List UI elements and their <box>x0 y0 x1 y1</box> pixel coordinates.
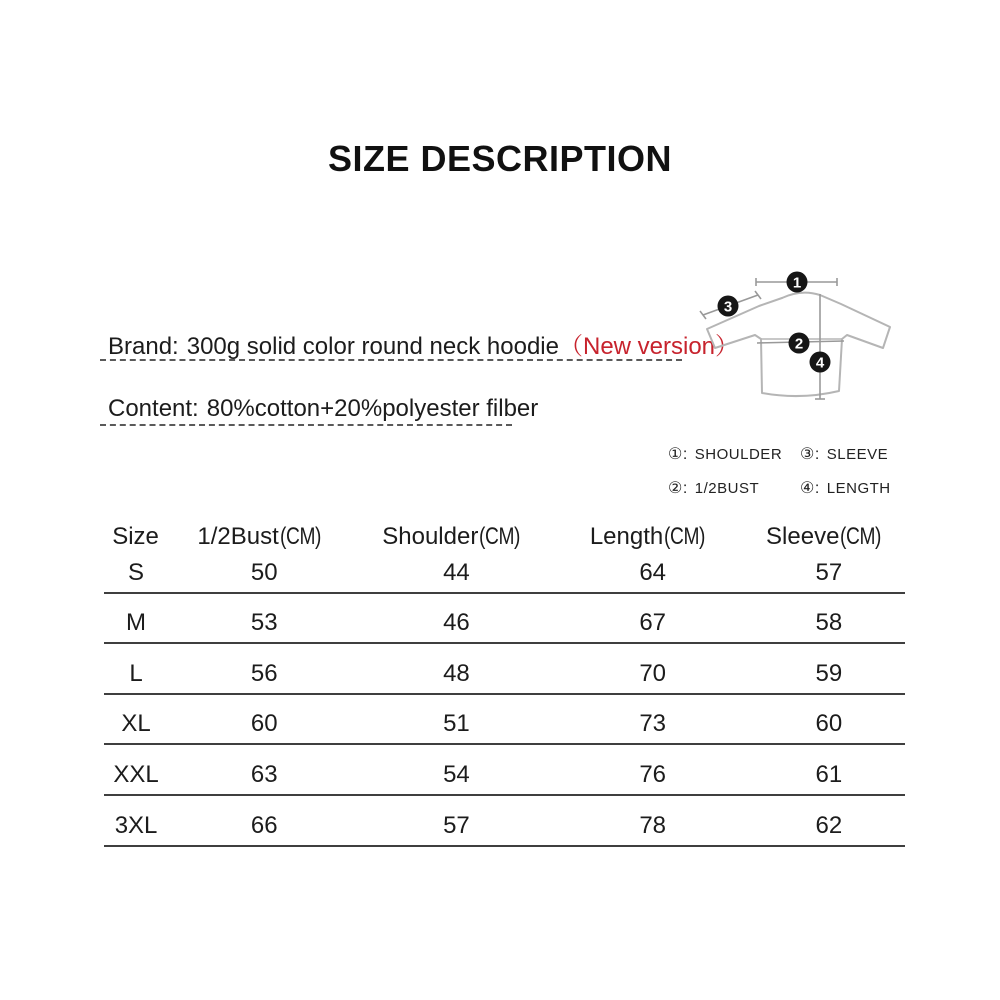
shoulder-cell: 54 <box>443 760 470 788</box>
brand-value: 300g solid color round neck hoodie <box>186 333 559 360</box>
bust-cell: 63 <box>250 760 278 788</box>
legend-label: SHOULDER <box>694 446 783 463</box>
content-underline <box>100 424 512 426</box>
shoulder-cell: 48 <box>443 659 470 687</box>
length-cell: 64 <box>639 558 667 586</box>
sleeve-cell: 57 <box>815 558 843 586</box>
brand-line <box>108 326 739 361</box>
size-table <box>104 524 905 847</box>
sleeve-cell: 58 <box>815 609 843 637</box>
sleeve-cell: 62 <box>815 811 843 839</box>
column-header-sleeve <box>753 524 905 550</box>
badge-4-number: 4 <box>815 354 825 372</box>
length-cell: 76 <box>639 760 667 788</box>
length-cell: 78 <box>639 811 667 839</box>
column-header-bust <box>168 524 360 550</box>
length-cell: 67 <box>639 609 667 637</box>
length-cell: 73 <box>639 710 667 738</box>
legend-item-shoulder <box>668 444 800 464</box>
badge-2-number: 2 <box>794 335 804 353</box>
table-row-s <box>104 543 905 594</box>
brand-label: Brand: <box>108 333 179 360</box>
bust-cell: 60 <box>250 710 278 738</box>
bust-cell: 66 <box>250 811 278 839</box>
content-value: 80%cotton+20%polyester filber <box>206 395 539 422</box>
circled-3-icon: ③: <box>800 446 820 463</box>
circled-2-icon: ②: <box>668 480 688 497</box>
legend-label: LENGTH <box>826 480 891 497</box>
shoulder-cell: 57 <box>443 811 470 839</box>
table-body <box>104 543 905 847</box>
legend-item-sleeve <box>800 444 891 464</box>
table-row-3xl <box>104 796 905 847</box>
column-header-length <box>553 524 753 550</box>
measurement-legend <box>668 444 891 498</box>
legend-label: 1/2BUST <box>694 480 760 497</box>
header-name: Size <box>112 523 159 550</box>
sleeve-cell: 59 <box>815 659 843 687</box>
size-cell: S <box>128 558 145 586</box>
badge-3-number: 3 <box>723 298 733 316</box>
header-unit: (CM) <box>279 523 321 550</box>
header-name: 1/2Bust <box>197 523 279 550</box>
table-row-xxl <box>104 745 905 796</box>
bust-cell: 56 <box>250 659 278 687</box>
circled-1-icon: ①: <box>668 446 688 463</box>
brand-underline <box>100 359 682 361</box>
header-unit: (CM) <box>479 523 521 550</box>
size-cell: XL <box>121 710 151 738</box>
circled-4-icon: ④: <box>800 480 820 497</box>
table-row-m <box>104 594 905 645</box>
content-label: Content: <box>108 395 199 422</box>
table-row-l <box>104 644 905 695</box>
header-name: Length <box>589 523 664 550</box>
legend-label: SLEEVE <box>826 446 889 463</box>
table-row-xl <box>104 695 905 746</box>
size-cell: L <box>129 659 143 687</box>
table-header-row <box>104 524 905 550</box>
header-unit: (CM) <box>840 523 882 550</box>
content-line <box>108 395 538 423</box>
length-cell: 70 <box>639 659 667 687</box>
size-cell: 3XL <box>114 811 158 839</box>
legend-item-length <box>800 478 891 498</box>
column-header-shoulder <box>360 524 552 550</box>
legend-item-bust <box>668 478 800 498</box>
bust-cell: 50 <box>250 558 278 586</box>
brand-note: （New version） <box>558 333 740 360</box>
header-name: Shoulder <box>382 523 479 550</box>
header-unit: (CM) <box>664 523 706 550</box>
hoodie-measurement-diagram <box>695 252 910 412</box>
size-cell: XXL <box>113 760 159 788</box>
measure-badges <box>718 272 831 373</box>
header-name: Sleeve <box>766 523 840 550</box>
size-cell: M <box>126 609 147 637</box>
sleeve-cell: 60 <box>815 710 843 738</box>
badge-1-number: 1 <box>792 274 802 292</box>
shoulder-cell: 44 <box>443 558 470 586</box>
sleeve-cell: 61 <box>815 760 843 788</box>
shoulder-cell: 51 <box>443 710 470 738</box>
shoulder-cell: 46 <box>443 609 470 637</box>
column-header-size <box>104 524 168 550</box>
page-title: SIZE DESCRIPTION <box>327 138 673 179</box>
bust-cell: 53 <box>250 609 278 637</box>
